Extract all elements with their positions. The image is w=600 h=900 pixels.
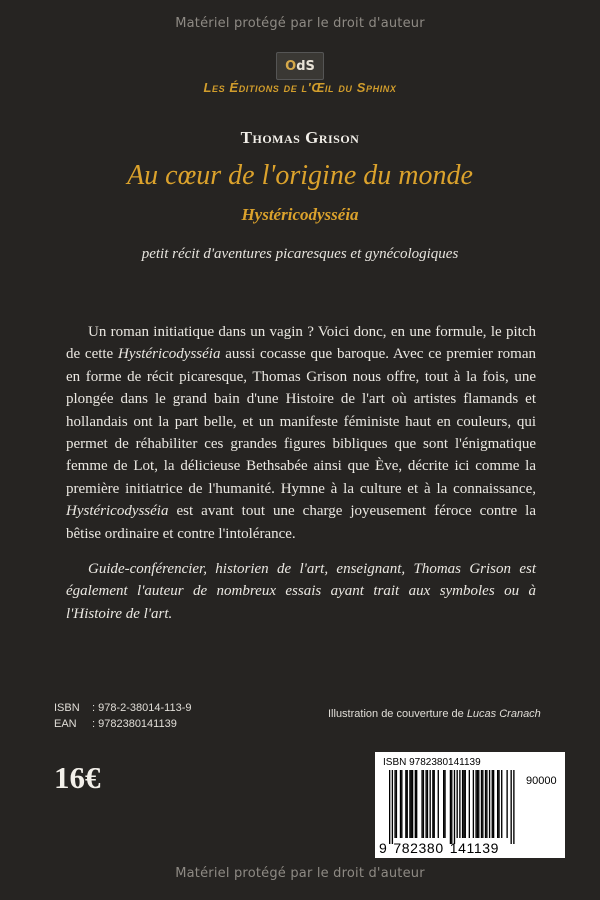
barcode-bar [482,770,483,838]
barcode-bar [478,770,479,838]
barcode-bar [430,770,431,838]
barcode-bar [400,770,401,838]
author-name: Thomas Grison [240,128,360,147]
barcode-bar [463,770,464,838]
illustration-credit [328,708,541,720]
barcode-bar [415,770,416,838]
barcode-bar [451,770,452,844]
barcode-bar [412,770,413,838]
barcode-bar [411,770,412,838]
barcode-bar [425,770,426,838]
ean-label: EAN [54,718,77,730]
barcode-bar [405,770,406,838]
barcode-bar [459,770,460,838]
isbn-row [54,700,191,716]
barcode-bars [389,770,519,844]
isbn-value: : 978-2-38014-113-9 [92,702,192,714]
barcode-bar [416,770,417,838]
barcode-price-code: 90000 [526,775,557,787]
barcode-bar [506,770,507,838]
logo-rest: dS [296,58,315,74]
blurb [66,321,536,625]
illustration-artist: Lucas Cranach [466,708,541,720]
barcode-bar [450,770,451,844]
blurb-text: est avant tout une charge joyeusement féroce contre la bêtise ordinaire et contre l'intolérance. [66,503,536,542]
barcode-bar [462,770,463,838]
price: 16€ [54,760,101,795]
logo-prefix: O [285,58,297,74]
barcode-bar [443,770,444,838]
blurb-title-ref: Hystéricodysséia [66,503,169,520]
barcode-digit-group: 141139 [449,840,499,856]
ean-row [54,716,191,732]
barcode-bar [493,770,494,838]
book-tagline: petit récit d'aventures picaresques et gynécologiques [141,246,459,262]
watermark-top: Matériel protégé par le droit d'auteur [175,16,425,31]
barcode-bar [481,770,482,838]
barcode-bar [477,770,478,838]
barcode-digit-group: 782380 [393,840,444,856]
illustration-prefix: Illustration de couverture de [328,708,467,720]
author-bio: Guide-conférencier, historien de l'art, enseignant, Thomas Grison est également l'auteur de nombreux essais ayant trait aux symboles ou à l'Histoire de l'art. [66,561,536,622]
barcode-bar [432,770,433,838]
barcode-digits [379,840,519,856]
barcode-bar [401,770,402,838]
barcode-bar [407,770,408,838]
blurb-title-ref: Hystéricodysséia [117,346,221,363]
barcode-bar [454,770,455,844]
isbn-label: ISBN [54,702,80,714]
barcode-bar [389,770,390,844]
barcode-bar [434,770,435,838]
barcode-bar [473,770,474,838]
publisher-logo [276,52,324,80]
barcode [375,752,565,858]
barcode-bar [501,770,502,838]
barcode-bar [409,770,410,838]
barcode-bar [469,770,470,838]
publisher-name: Les Éditions de l'Œil du Sphinx [203,80,397,95]
barcode-bar [511,770,512,844]
book-title: Au cœur de l'origine du monde [127,160,473,191]
barcode-bar [489,770,490,838]
barcode-bar [421,770,422,838]
barcode-bar [396,770,397,838]
blurb-text: Un roman initiatique dans un vagin ? Voici donc, en une formule, le pitch de cette [66,324,536,363]
watermark-bottom: Matériel protégé par le droit d'auteur [175,866,425,881]
barcode-bar [475,770,476,838]
barcode-bar [513,770,514,844]
barcode-bar [497,770,498,838]
barcode-bar [392,770,393,844]
barcode-bar [465,770,466,838]
barcode-bar [492,770,493,838]
barcode-digit-group: 9 [379,840,388,856]
blurb-paragraph [66,321,536,545]
barcode-bar [486,770,487,838]
barcode-bar [438,770,439,838]
barcode-bar [498,770,499,838]
ean-value: : 9782380141139 [92,718,177,730]
blurb-text: aussi cocasse que baroque. Avec ce premier roman en forme de récit picaresque, Thomas Grison nous offre, tout à la fois, une plongée dans le grand bain d'une Histoire de l'art où artistes flamands et hollandais ont la part belle, et un manifeste féministe haut en couleurs, qui permet de réhabiliter ces grandes figures bibliques que sont l'énigmatique femme de Lot, la délicieuse Bethsabée ainsi que Ève, décrite ici comme la première initiatrice de l'humanité. Hymne à la culture et à la connaissance, [66,346,537,497]
barcode-bar [457,770,458,838]
isbn-block [54,700,191,732]
barcode-bar [485,770,486,838]
barcode-isbn: ISBN 9782380141139 [383,757,481,768]
barcode-bar [423,770,424,838]
barcode-bar [394,770,395,838]
book-subtitle: Hystéricodysséia [241,205,359,224]
barcode-bar [427,770,428,838]
barcode-bar [444,770,445,838]
